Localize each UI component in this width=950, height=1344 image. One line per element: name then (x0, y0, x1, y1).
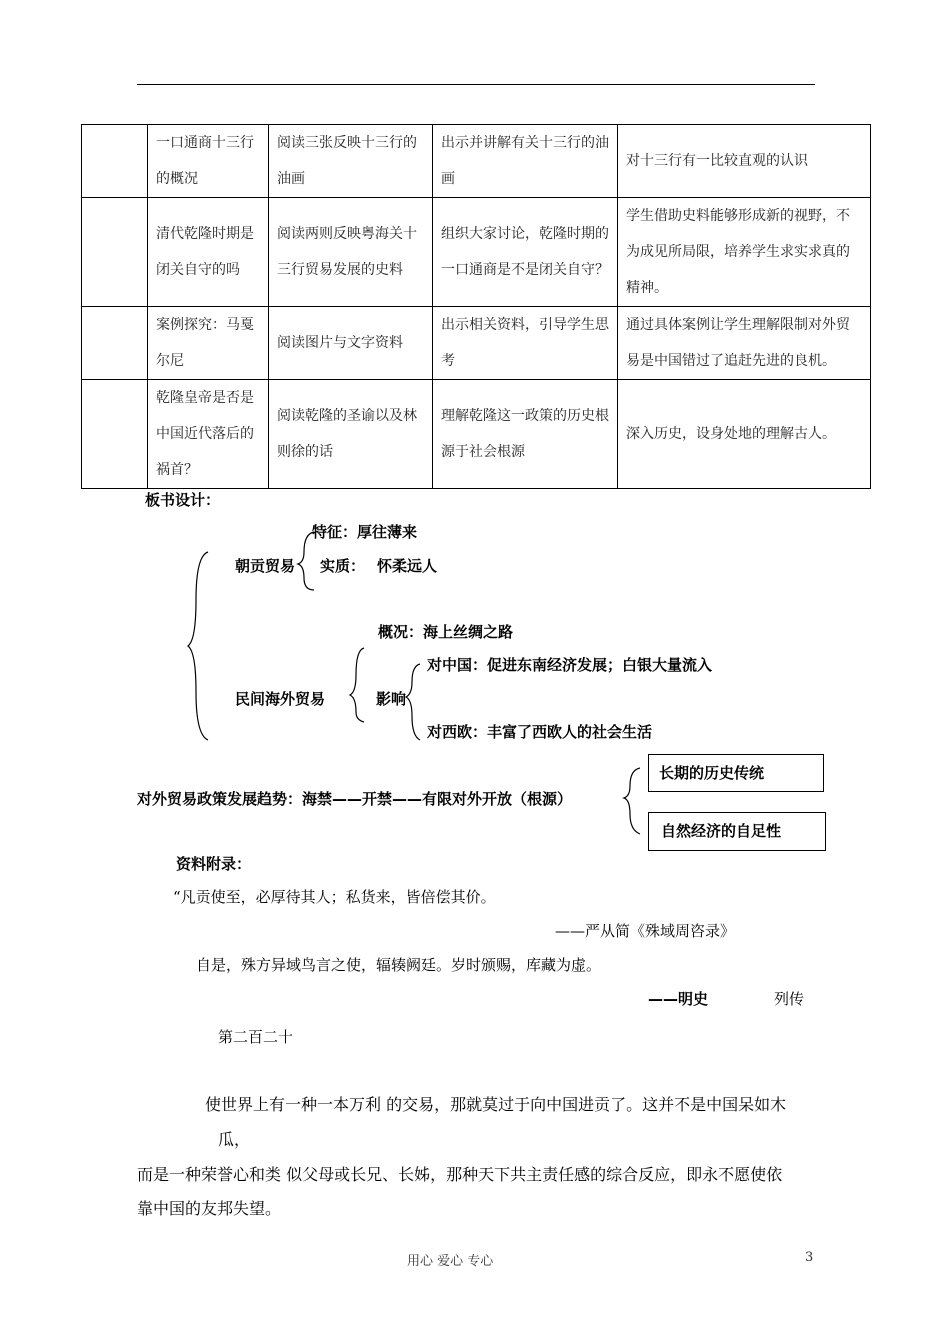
appendix-heading: 资料附录： (176, 855, 252, 873)
footer-motto: 用心 爱心 专心 (407, 1254, 494, 1269)
table-cell: 深入历史，设身处地的理解古人。 (618, 380, 871, 489)
table-cell: 一口通商十三行的概况 (148, 125, 269, 198)
quote-2: 自是，殊方异域鸟言之使，辐辏阙廷。岁时颁赐，库藏为虚。 (196, 956, 602, 974)
table-cell: 清代乾隆时期是闭关自守的吗 (148, 198, 269, 307)
paragraph-line-1: 使世界上有一种一本万利 的交易，那就莫过于向中国进贡了。这并不是中国呆如木 (205, 1095, 787, 1114)
table-cell: 阅读乾隆的圣谕以及林则徐的话 (269, 380, 433, 489)
policy-trend-text: 对外贸易政策发展趋势：海禁——开禁——有限对外开放（根源） (137, 790, 573, 808)
source-1: ——严从简《殊域周咨录》 (555, 922, 736, 940)
overview-text: 概况：海上丝绸之路 (378, 623, 514, 641)
source-2-tail: 第二百二十 (218, 1028, 294, 1046)
private-trade-label: 民间海外贸易 (235, 690, 326, 708)
essence-label: 实质： (320, 557, 366, 575)
table-cell: 出示并讲解有关十三行的油画 (433, 125, 618, 198)
paragraph-line-4: 靠中国的友邦失望。 (137, 1199, 282, 1218)
source-2-title: ——明史 (648, 990, 709, 1008)
root-box-2 (648, 812, 826, 851)
quote-1: “凡贡使至，必厚待其人；私货来，皆倍偿其价。 (173, 888, 496, 906)
source-2-section: 列传 (774, 990, 805, 1008)
page-number: 3 (805, 1250, 814, 1265)
feature-text: 特征：厚往薄来 (312, 523, 418, 541)
tribute-trade-label: 朝贡贸易 (235, 557, 296, 575)
to-china-text: 对中国：促进东南经济发展；白银大量流入 (427, 656, 713, 674)
table-cell: 乾隆皇帝是否是中国近代落后的祸首？ (148, 380, 269, 489)
board-heading: 板书设计： (145, 491, 221, 509)
table-cell: 理解乾隆这一政策的历史根源于社会根源 (433, 380, 618, 489)
paragraph-line-2: 瓜， (218, 1130, 251, 1149)
root-1-text: 长期的历史传统 (659, 764, 765, 782)
table-cell: 通过具体案例让学生理解限制对外贸易是中国错过了追赶先进的良机。 (618, 307, 871, 380)
to-west-text: 对西欧：丰富了西欧人的社会生活 (427, 723, 653, 741)
essence-value: 怀柔远人 (377, 557, 438, 575)
table-cell: 阅读三张反映十三行的油画 (269, 125, 433, 198)
paragraph-line-3: 而是一种荣誉心和类 似父母或长兄、长姊，那种天下共主责任感的综合反应，即永不愿使依 (137, 1165, 783, 1184)
root-2-text: 自然经济的自足性 (661, 822, 782, 840)
table-cell: 组织大家讨论，乾隆时期的一口通商是不是闭关自守？ (433, 198, 618, 307)
table-cell: 阅读两则反映粤海关十三行贸易发展的史料 (269, 198, 433, 307)
table-cell: 对十三行有一比较直观的认识 (618, 125, 871, 198)
influence-label: 影响 (376, 690, 407, 708)
table-cell: 案例探究：马戛尔尼 (148, 307, 269, 380)
table-cell: 学生借助史料能够形成新的视野，不为成见所局限，培养学生求实求真的精神。 (618, 198, 871, 307)
root-box-1 (648, 754, 824, 792)
table-cell: 阅读图片与文字资料 (269, 307, 433, 380)
table-cell: 出示相关资料，引导学生思考 (433, 307, 618, 380)
